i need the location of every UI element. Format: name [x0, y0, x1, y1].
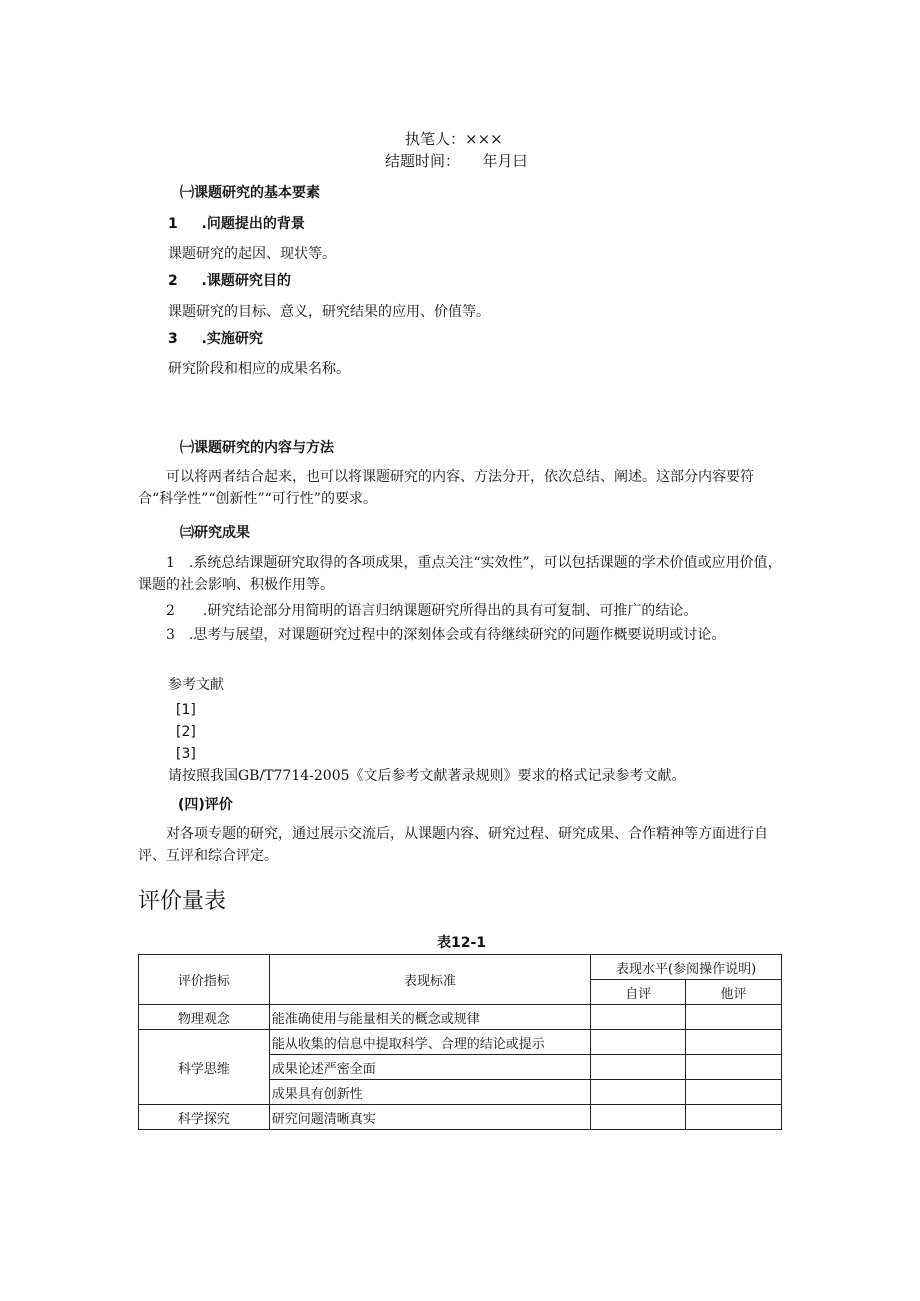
item-number: 1 — [168, 216, 178, 232]
item-number: 3 — [168, 331, 178, 347]
self-score-cell[interactable] — [591, 1080, 686, 1105]
completion-date: 结题时间： 年月曰 — [385, 152, 528, 170]
section3-title: ㈢研究成果 — [180, 525, 250, 541]
header-standard: 表现标准 — [269, 955, 590, 1005]
result-item-1 — [138, 552, 783, 596]
indicator-cell: 物理观念 — [139, 1005, 270, 1030]
item-title: .实施研究 — [201, 331, 263, 347]
self-score-cell[interactable] — [591, 1005, 686, 1030]
self-score-cell[interactable] — [591, 1055, 686, 1080]
section1-item1-desc: 课题研究的起因、现状等。 — [168, 246, 336, 262]
item-title: .课题研究目的 — [201, 273, 291, 289]
item-title: .问题提出的背景 — [201, 216, 305, 232]
item-number: 2 — [168, 273, 178, 289]
section2-text-content: 可以将两者结合起来，也可以将课题研究的内容、方法分开，依次总结、阐述。这部分内容要符合“科学性”“创新性”“可行性”的要求。 — [138, 469, 754, 507]
result-item-3-text: 3 .思考与展望，对课题研究过程中的深刻体会或有待继续研究的问题作概要说明或讨论。 — [166, 627, 726, 643]
section1-item2-desc: 课题研究的目标、意义，研究结果的应用、价值等。 — [168, 304, 490, 320]
table-caption: 表12-1 — [437, 935, 487, 951]
header-self: 自评 — [591, 980, 686, 1005]
reference-2: [2] — [176, 724, 196, 740]
section1-item3-desc: 研究阶段和相应的成果名称。 — [168, 361, 350, 377]
table-header-row — [139, 955, 782, 980]
section4-text — [138, 823, 783, 867]
other-score-cell[interactable] — [686, 1030, 782, 1055]
other-score-cell[interactable] — [686, 1005, 782, 1030]
references-title: 参考文献 — [168, 677, 224, 693]
table-row — [139, 1105, 782, 1130]
eval-table — [138, 954, 782, 1130]
result-item-2 — [138, 600, 783, 622]
references-note: 请按照我国GB/T7714-2005《文后参考文献著录规则》要求的格式记录参考文献。 — [168, 768, 686, 784]
author-line: 执笔人：××× — [405, 130, 503, 148]
self-score-cell[interactable] — [591, 1105, 686, 1130]
standard-cell: 能从收集的信息中提取科学、合理的结论或提示 — [269, 1030, 590, 1055]
result-item-3 — [138, 624, 783, 646]
other-score-cell[interactable] — [686, 1105, 782, 1130]
indicator-cell: 科学探究 — [139, 1105, 270, 1130]
section2-title: ㈠课题研究的内容与方法 — [180, 440, 334, 456]
result-item-2-text: 2 .研究结论部分用简明的语言归纳课题研究所得出的具有可复制、可推广的结论。 — [166, 603, 698, 619]
section1-item2-heading — [168, 274, 291, 288]
header-level: 表现水平(参阅操作说明) — [591, 955, 782, 980]
standard-cell: 研究问题清晰真实 — [269, 1105, 590, 1130]
other-score-cell[interactable] — [686, 1080, 782, 1105]
self-score-cell[interactable] — [591, 1030, 686, 1055]
eval-heading: 评价量表 — [138, 889, 227, 914]
reference-3: [3] — [176, 746, 196, 762]
section4-text-content: 对各项专题的研究，通过展示交流后，从课题内容、研究过程、研究成果、合作精神等方面进行自评、互评和综合评定。 — [138, 826, 768, 864]
section4-title: (四)评价 — [178, 797, 233, 813]
standard-cell: 能准确使用与能量相关的概念或规律 — [269, 1005, 590, 1030]
standard-cell: 成果具有创新性 — [269, 1080, 590, 1105]
reference-1: [1] — [176, 702, 196, 718]
table-row — [139, 1030, 782, 1055]
standard-cell: 成果论述严密全面 — [269, 1055, 590, 1080]
header-indicator: 评价指标 — [139, 955, 270, 1005]
section2-text — [138, 466, 783, 510]
header-other: 他评 — [686, 980, 782, 1005]
section1-title: ㈠课题研究的基本要素 — [180, 185, 320, 201]
table-row — [139, 1005, 782, 1030]
section1-item3-heading — [168, 332, 263, 346]
result-item-1-text: 1 .系统总结课题研究取得的各项成果，重点关注“实效性”，可以包括课题的学术价值或应用价值，课题的社会影响、积极作用等。 — [138, 555, 782, 593]
section1-item1-heading — [168, 217, 305, 231]
indicator-cell: 科学思维 — [139, 1030, 270, 1105]
other-score-cell[interactable] — [686, 1055, 782, 1080]
